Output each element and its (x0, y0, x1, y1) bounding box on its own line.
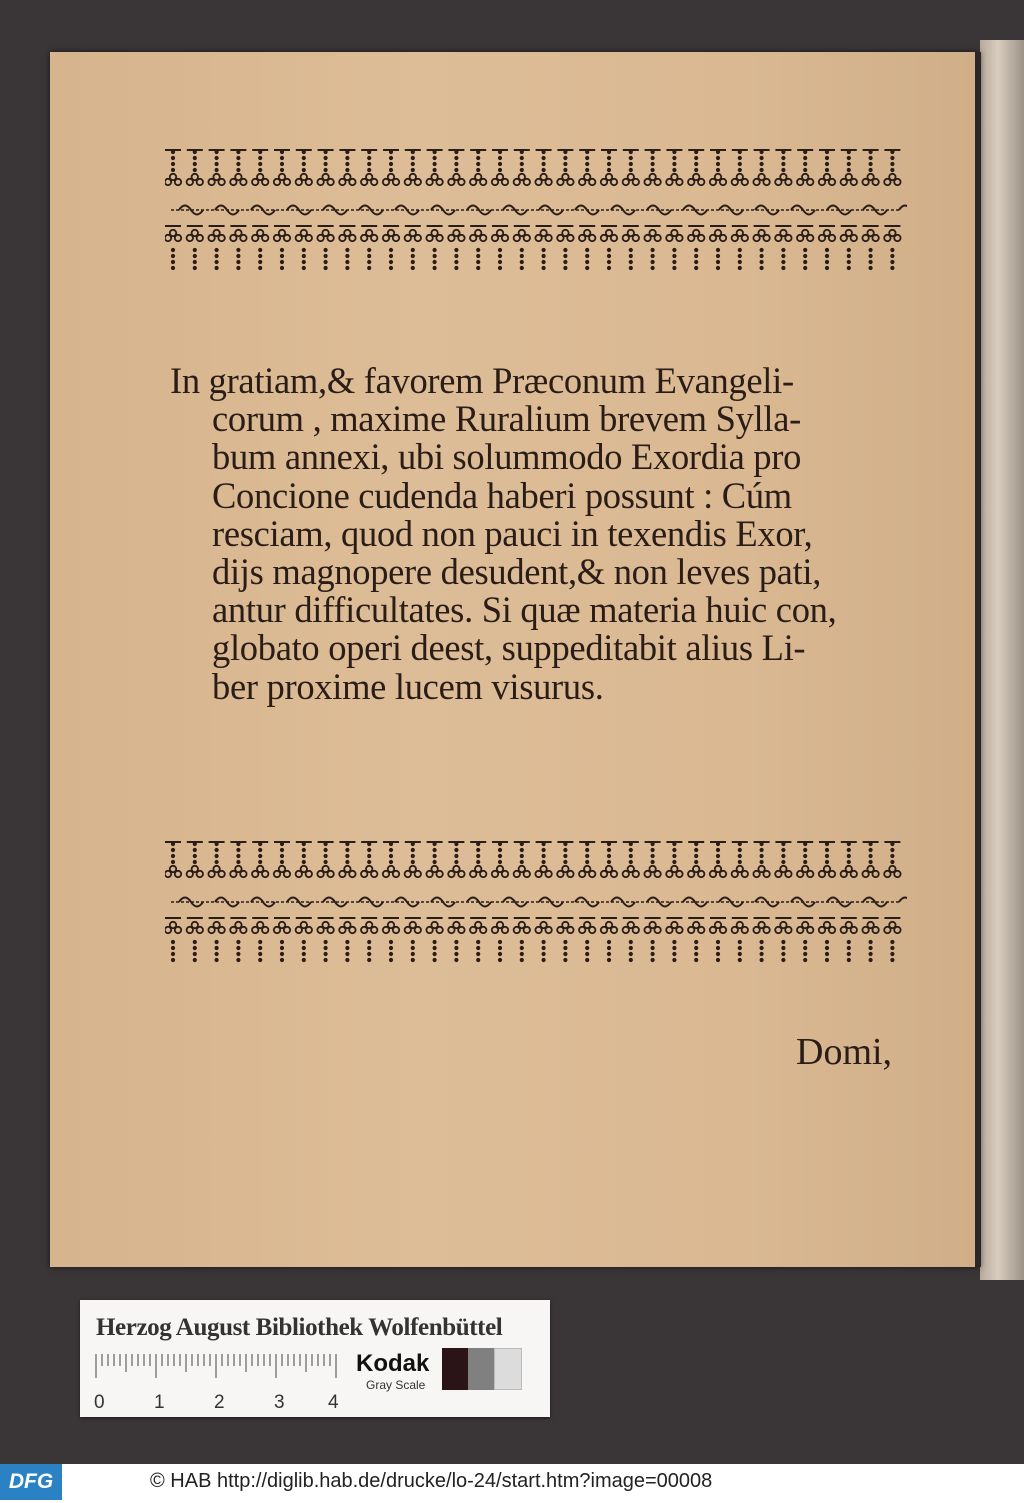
ruler-number: 1 (154, 1392, 165, 1413)
gray-swatch-light (494, 1348, 522, 1390)
text-line: bum annexi, ubi solummodo Exordia pro (212, 436, 802, 478)
adjacent-page-edge (980, 40, 1024, 1280)
text-line: antur difficultates. Si quæ materia huic con, (212, 589, 837, 631)
footer-credit: © HAB http://diglib.hab.de/drucke/lo-24/start.htm?image=00008 (150, 1470, 713, 1492)
catchword: Domi, (796, 1031, 893, 1073)
ruler-number: 3 (274, 1392, 285, 1413)
kodak-brand: Kodak (356, 1350, 430, 1377)
text-line: Concione cudenda haberi possunt : Cúm (212, 474, 792, 516)
text-line: dijs magnopere desudent,& non leves pati, (212, 551, 822, 593)
gray-swatch-mid (468, 1348, 494, 1390)
ornament-band-top (165, 148, 907, 273)
library-name: Herzog August Bibliothek Wolfenbüttel (96, 1314, 503, 1341)
body-text (170, 362, 910, 706)
text-line: ber proxime lucem visurus. (212, 665, 604, 707)
text-line: resciam, quod non pauci in texendis Exor, (212, 512, 813, 554)
ruler-number: 4 (328, 1392, 339, 1413)
ruler-number: 0 (94, 1392, 105, 1413)
dfg-logo: DFG (0, 1464, 62, 1500)
text-line: globato operi deest, suppeditabit alius Li- (212, 627, 806, 669)
ornament-band-bottom (165, 840, 907, 965)
ruler-scale (94, 1350, 344, 1390)
color-scale-card (80, 1300, 550, 1417)
text-line: In gratiam,& favorem Præconum Evangeli- (170, 360, 794, 401)
text-line: corum , maxime Ruralium brevem Sylla- (212, 398, 801, 440)
gray-swatch-black (442, 1348, 468, 1390)
page-gutter (975, 52, 981, 1267)
kodak-subtitle: Gray Scale (366, 1378, 426, 1392)
ruler-number: 2 (214, 1392, 225, 1413)
